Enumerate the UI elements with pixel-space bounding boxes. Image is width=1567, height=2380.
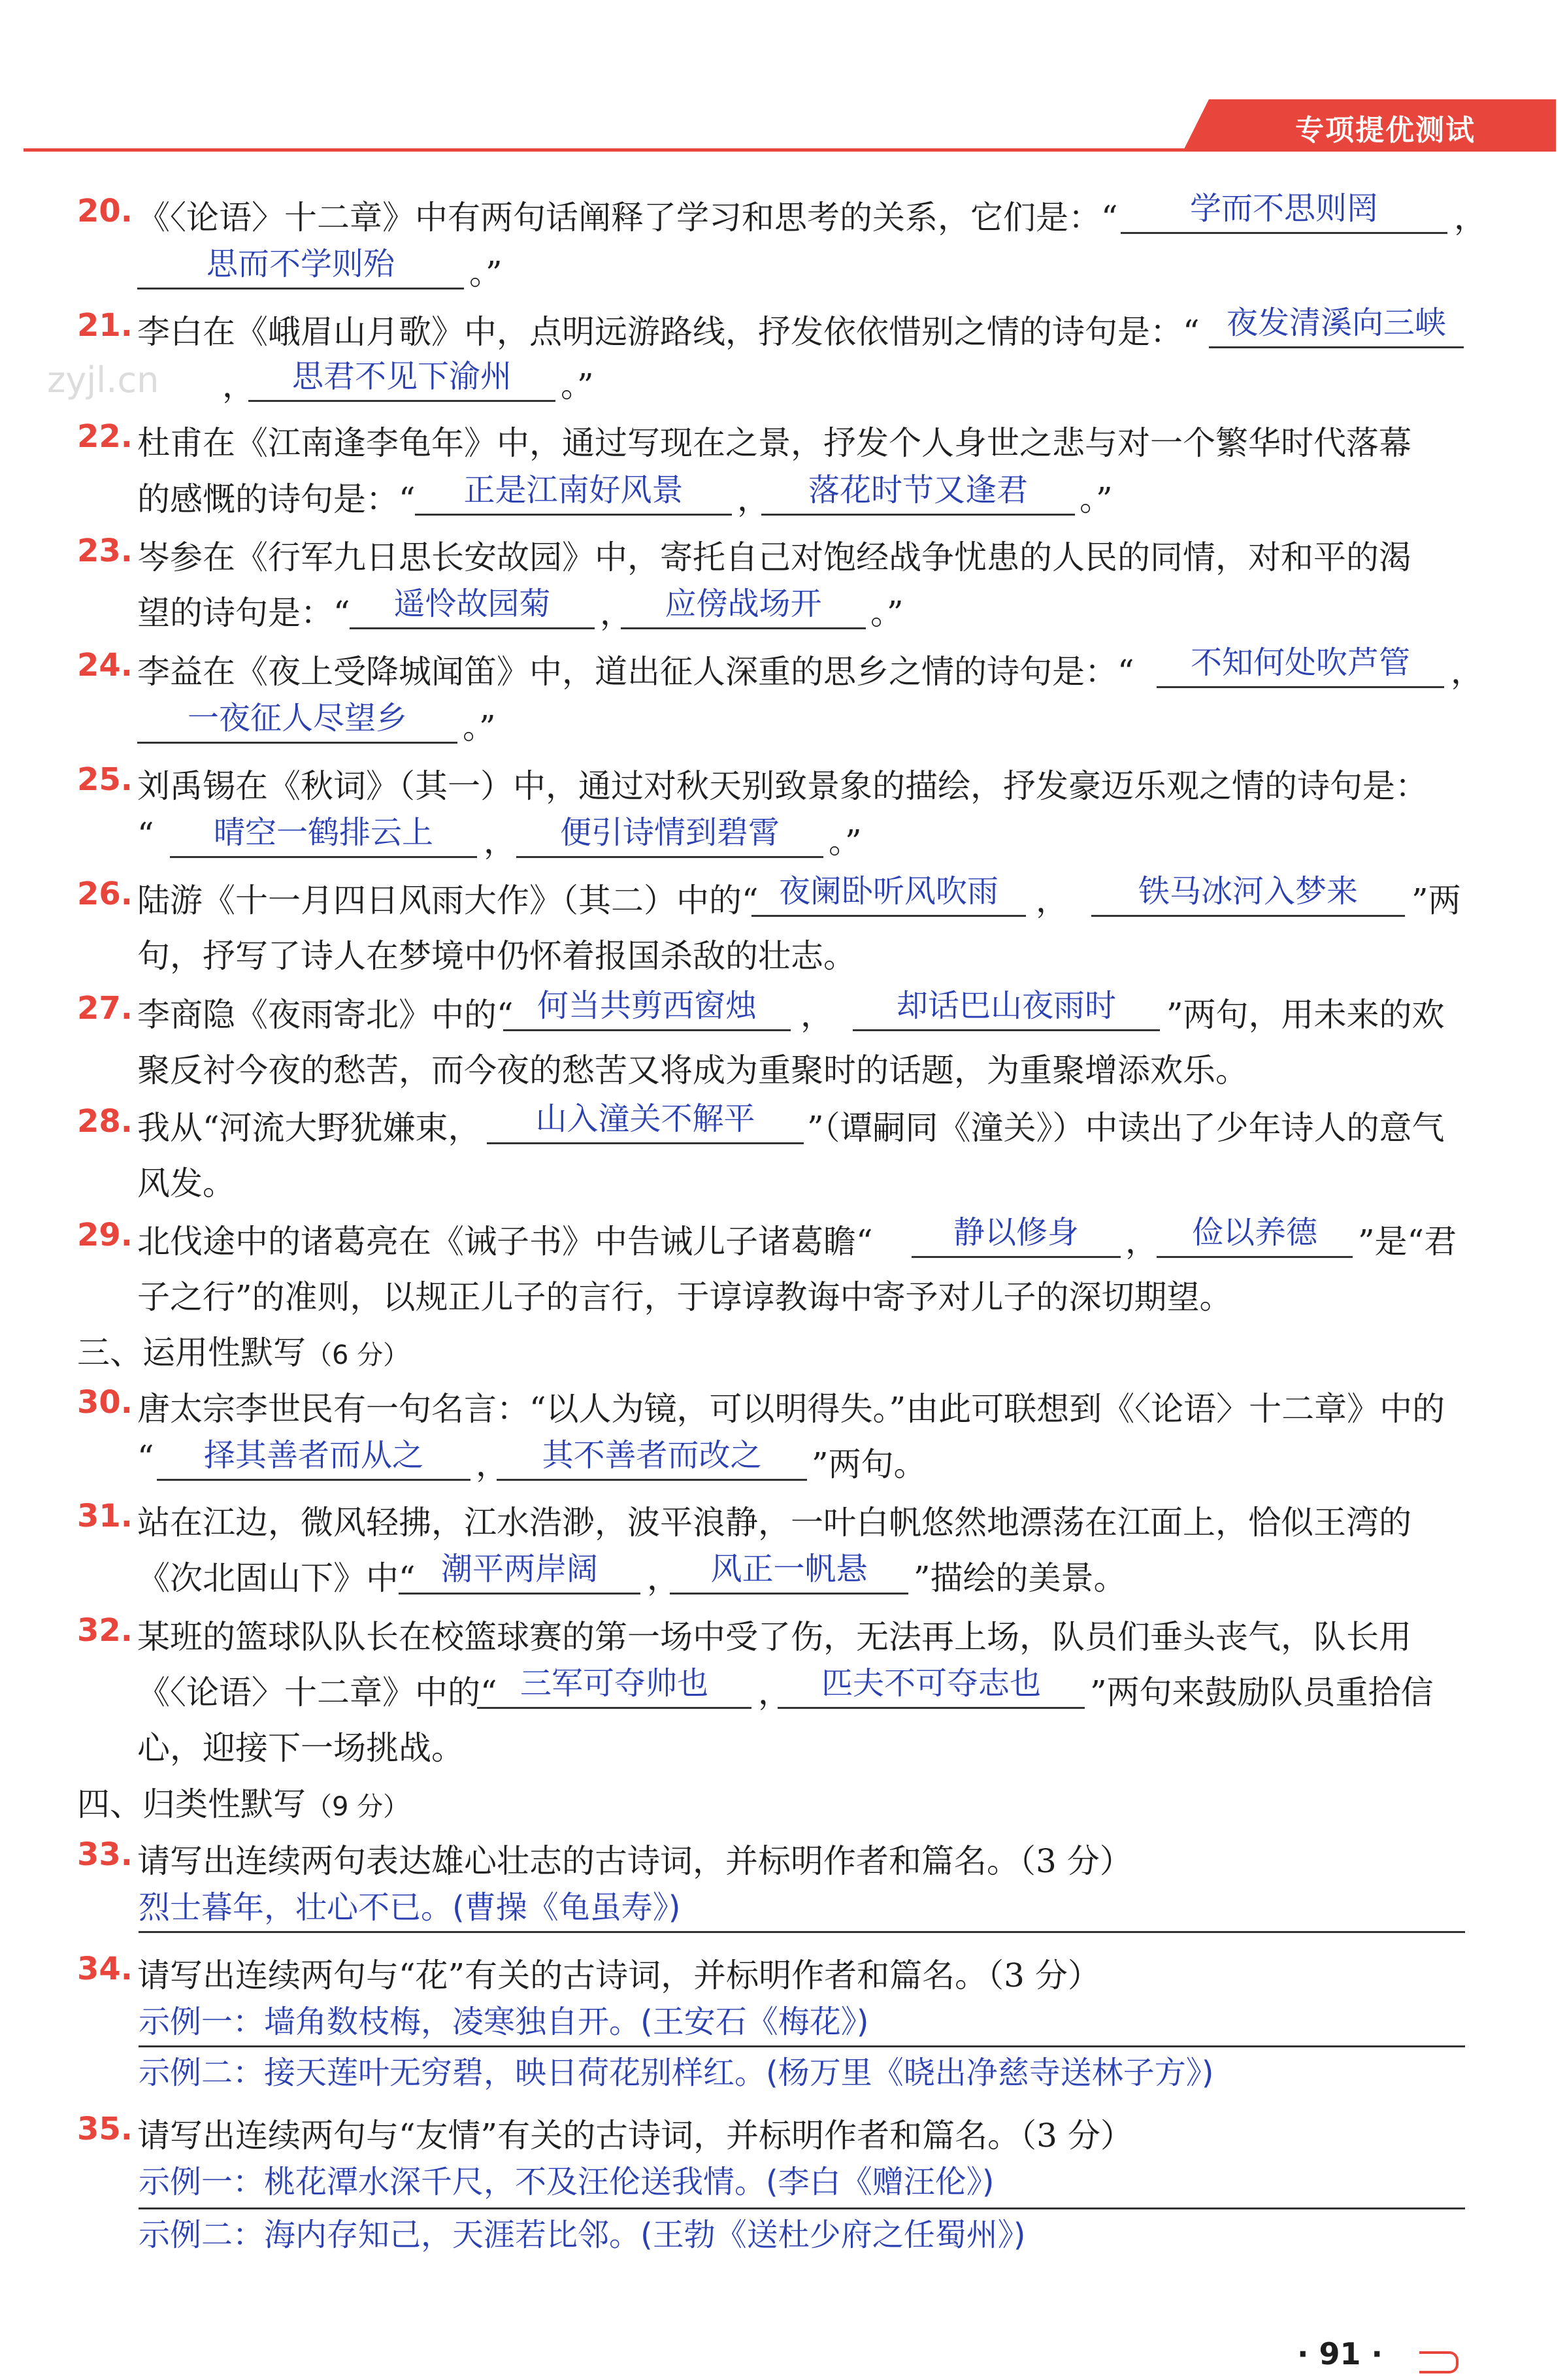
section-3-heading xyxy=(0,1321,1567,1380)
question-20-line2 xyxy=(0,242,1567,301)
question-25 xyxy=(0,755,1567,814)
question-29-line2 xyxy=(0,1266,1567,1325)
question-text: 《次北固山下》中“ xyxy=(137,1559,416,1597)
section-title-text: 四、归类性默写 xyxy=(77,1785,306,1823)
question-text: ， xyxy=(758,1674,791,1711)
question-number: 30. xyxy=(77,1384,133,1421)
question-26-line2 xyxy=(0,925,1567,983)
question-number: 31. xyxy=(77,1498,133,1534)
question-text: ， xyxy=(737,480,770,518)
question-text: 刘禹锡在《秋词》（其一）中，通过对秋天别致景象的描绘，抒发豪迈乐观之情的诗句是： xyxy=(137,767,1428,805)
answer-blank: 择其善者而从之 xyxy=(157,1433,470,1481)
answer-line xyxy=(139,1931,1465,1933)
question-text: 陆游《十一月四日风雨大作》（其二）中的“ xyxy=(137,882,759,919)
answer-blank: 思而不学则殆 xyxy=(137,242,464,289)
answer-blank: 便引诗情到碧霄 xyxy=(516,810,823,858)
answer-blank: 山入潼关不解平 xyxy=(487,1097,804,1144)
question-31-line2 xyxy=(0,1547,1567,1606)
question-28 xyxy=(0,1097,1567,1155)
question-text: 请写出连续两句表达雄心壮志的古诗词，并标明作者和篇名。（3 分） xyxy=(137,1842,1132,1880)
question-number: 35. xyxy=(77,2111,133,2147)
answer-blank: 晴空一鹤排云上 xyxy=(170,810,477,858)
question-32-line2 xyxy=(0,1661,1567,1720)
answer-blank: 三军可夺帅也 xyxy=(477,1661,751,1709)
question-text: 。” xyxy=(561,367,594,405)
question-number: 25. xyxy=(77,761,133,798)
question-text: ， xyxy=(1125,1223,1158,1261)
question-35 xyxy=(0,2104,1567,2163)
question-30 xyxy=(0,1378,1567,1436)
question-text: ， xyxy=(484,823,516,861)
question-29 xyxy=(0,1210,1567,1269)
question-text: ， xyxy=(647,1559,680,1597)
question-text: 。” xyxy=(469,254,503,292)
question-text: 李白在《峨眉山月歌》中，点明远游路线，抒发依依惜别之情的诗句是：“ xyxy=(137,313,1200,351)
question-text: 。” xyxy=(829,823,862,861)
answer-blank: 一夜征人尽望乡 xyxy=(137,696,457,744)
question-number: 26. xyxy=(77,876,133,912)
answer-blank: 夜阑卧听风吹雨 xyxy=(751,869,1026,917)
question-25-line2 xyxy=(0,810,1567,869)
question-text: ， xyxy=(222,367,255,405)
answer-blank: 夜发清溪向三峡 xyxy=(1209,301,1464,348)
section-title-text: 三、运用性默写 xyxy=(77,1334,306,1372)
answer-blank: 应傍战场开 xyxy=(621,582,866,629)
answer-text: 示例二：海内存知己，天涯若比邻。(王勃《送杜少府之任蜀州》) xyxy=(139,2217,1026,2253)
question-text: 某班的篮球队队长在校篮球赛的第一场中受了伤，无法再上场，队员们垂头丧气，队长用 xyxy=(137,1618,1411,1656)
question-23-line2 xyxy=(0,582,1567,640)
question-23 xyxy=(0,526,1567,585)
question-text: 北伐途中的诸葛亮在《诫子书》中告诫儿子诸葛瞻“ xyxy=(137,1223,873,1261)
section-4-heading xyxy=(0,1773,1567,1832)
answer-blank: 却话巴山夜雨时 xyxy=(853,983,1160,1031)
question-21 xyxy=(0,301,1567,359)
question-text: 句，抒写了诗人在梦境中仍怀着报国杀敌的壮志。 xyxy=(137,937,856,975)
question-text: 。” xyxy=(1080,480,1113,518)
question-text: 李商隐《夜雨寄北》中的“ xyxy=(137,996,514,1034)
question-35-answer-2 xyxy=(0,2209,1567,2268)
answer-blank: 潮平两岸阔 xyxy=(399,1547,640,1595)
answer-blank: 落花时节又逢君 xyxy=(761,468,1075,516)
question-text: 李益在《夜上受降城闻笛》中，道出征人深重的思乡之情的诗句是：“ xyxy=(137,653,1134,691)
answer-blank: 风正一帆悬 xyxy=(670,1547,908,1595)
answer-text: 示例一：桃花潭水深千尺，不及汪伦送我情。(李白《赠汪伦》) xyxy=(139,2164,995,2200)
question-number: 34. xyxy=(77,1951,133,1987)
question-text: ， xyxy=(800,996,833,1034)
question-text: 《〈论语〉十二章》中的“ xyxy=(137,1674,497,1711)
question-number: 23. xyxy=(77,533,133,569)
answer-blank: 思君不见下渝州 xyxy=(248,354,555,402)
question-text: 岑参在《行军九日思长安故园》中，寄托自己对饱经战争忧患的人民的同情，对和平的渴 xyxy=(137,538,1411,576)
question-30-line2 xyxy=(0,1433,1567,1492)
question-number: 21. xyxy=(77,307,133,344)
question-text: ”两句。 xyxy=(812,1446,927,1483)
answer-blank: 铁马冰河入梦来 xyxy=(1091,869,1405,917)
section-title xyxy=(77,1778,409,1825)
question-text: 的感慨的诗句是：“ xyxy=(137,480,416,518)
answer-blank: 静以修身 xyxy=(912,1210,1121,1258)
question-number: 29. xyxy=(77,1217,133,1253)
question-27-line2 xyxy=(0,1039,1567,1098)
question-text: ”两 xyxy=(1411,882,1461,919)
question-number: 27. xyxy=(77,990,133,1027)
section-score: （6 分） xyxy=(306,1340,410,1370)
question-34 xyxy=(0,1944,1567,2003)
question-text: 唐太宗李世民有一句名言：“以人为镜，可以明得失。”由此可联想到《〈论语〉十二章》中的 xyxy=(137,1390,1445,1428)
answer-blank: 正是江南好风景 xyxy=(415,468,732,516)
question-number: 22. xyxy=(77,418,133,455)
section-title xyxy=(77,1327,409,1374)
question-text: 。” xyxy=(870,594,904,632)
answer-blank: 俭以养德 xyxy=(1157,1210,1353,1258)
question-text: 站在江边，微风轻拂，江水浩渺，波平浪静，一叶白帆悠然地漂荡在江面上，恰似王湾的 xyxy=(137,1504,1411,1542)
question-34-answer-2 xyxy=(0,2047,1567,2106)
question-number: 33. xyxy=(77,1836,133,1873)
question-26 xyxy=(0,869,1567,928)
question-text: 杜甫在《江南逢李龟年》中，通过写现在之景，抒发个人身世之悲与对一个繁华时代落幕 xyxy=(137,424,1411,462)
question-22-line2 xyxy=(0,468,1567,527)
header-title: 专项提优测试 xyxy=(1295,114,1476,147)
answer-blank: 遥怜故园菊 xyxy=(350,582,595,629)
page-number: · 91 · xyxy=(1297,2336,1383,2372)
question-text: ， xyxy=(1036,882,1068,919)
question-text: ， xyxy=(600,594,633,632)
question-28-line2 xyxy=(0,1152,1567,1211)
question-text: “ xyxy=(137,816,154,853)
question-text: 《〈论语〉十二章》中有两句话阐释了学习和思考的关系，它们是：“ xyxy=(137,199,1118,237)
watermark: zyjl.cn xyxy=(47,359,159,401)
answer-blank: 不知何处吹芦管 xyxy=(1157,640,1444,688)
question-text: 。” xyxy=(463,708,496,746)
question-text: 望的诗句是：“ xyxy=(137,594,350,632)
question-text: ”（谭嗣同《潼关》）中读出了少年诗人的意气 xyxy=(807,1109,1445,1147)
answer-blank: 其不善者而改之 xyxy=(497,1433,807,1481)
question-text: 心，迎接下一场挑战。 xyxy=(137,1729,464,1767)
question-text: 请写出连续两句与“友情”有关的古诗词，并标明作者和篇名。（3 分） xyxy=(137,2117,1133,2155)
question-20 xyxy=(0,186,1567,245)
question-number: 32. xyxy=(77,1612,133,1649)
question-text: ”两句，用未来的欢 xyxy=(1166,996,1445,1034)
answer-blank: 学而不思则罔 xyxy=(1121,186,1447,234)
question-text: ， xyxy=(1451,653,1483,691)
page-decoration-icon xyxy=(1419,2351,1459,2373)
question-text: 我从“河流大野犹嫌束， xyxy=(137,1109,481,1147)
question-35-answer-1 xyxy=(0,2157,1567,2215)
answer-blank: 何当共剪西窗烛 xyxy=(503,983,791,1031)
question-number: 24. xyxy=(77,647,133,684)
question-text: ”描绘的美景。 xyxy=(914,1559,1127,1597)
question-24-line2 xyxy=(0,696,1567,755)
answer-text: 示例二：接天莲叶无穷碧，映日荷花别样红。(杨万里《晓出净慈寺送林子方》) xyxy=(139,2055,1214,2091)
question-24 xyxy=(0,640,1567,699)
question-text: 请写出连续两句与“花”有关的古诗词，并标明作者和篇名。（3 分） xyxy=(137,1957,1100,1994)
question-text: ”是“君 xyxy=(1358,1223,1457,1261)
answer-blank: 匹夫不可夺志也 xyxy=(778,1661,1085,1709)
question-text: 子之行”的准则，以规正儿子的言行，于谆谆教诲中寄予对儿子的深切期望。 xyxy=(137,1278,1232,1316)
question-31 xyxy=(0,1491,1567,1550)
answer-text: 烈士暮年，壮心不已。(曹操《龟虽寿》) xyxy=(139,1889,681,1926)
question-text: ”两句来鼓励队员重拾信 xyxy=(1090,1674,1434,1711)
question-text: ， xyxy=(476,1446,508,1483)
question-text: ， xyxy=(1454,199,1487,237)
question-text: 聚反衬今夜的愁苦，而今夜的愁苦又将成为重聚时的话题，为重聚增添欢乐。 xyxy=(137,1051,1248,1089)
question-number: 20. xyxy=(77,193,133,229)
question-27 xyxy=(0,983,1567,1042)
question-text: 风发。 xyxy=(137,1165,235,1202)
question-22 xyxy=(0,412,1567,471)
question-21-line2 xyxy=(0,354,1567,413)
question-33 xyxy=(0,1830,1567,1889)
question-number: 28. xyxy=(77,1103,133,1140)
question-32 xyxy=(0,1606,1567,1664)
section-score: （9 分） xyxy=(306,1792,410,1822)
answer-text: 示例一：墙角数枝梅，凌寒独自开。(王安石《梅花》) xyxy=(139,2004,869,2040)
question-32-line3 xyxy=(0,1717,1567,1776)
question-text: “ xyxy=(137,1438,154,1476)
